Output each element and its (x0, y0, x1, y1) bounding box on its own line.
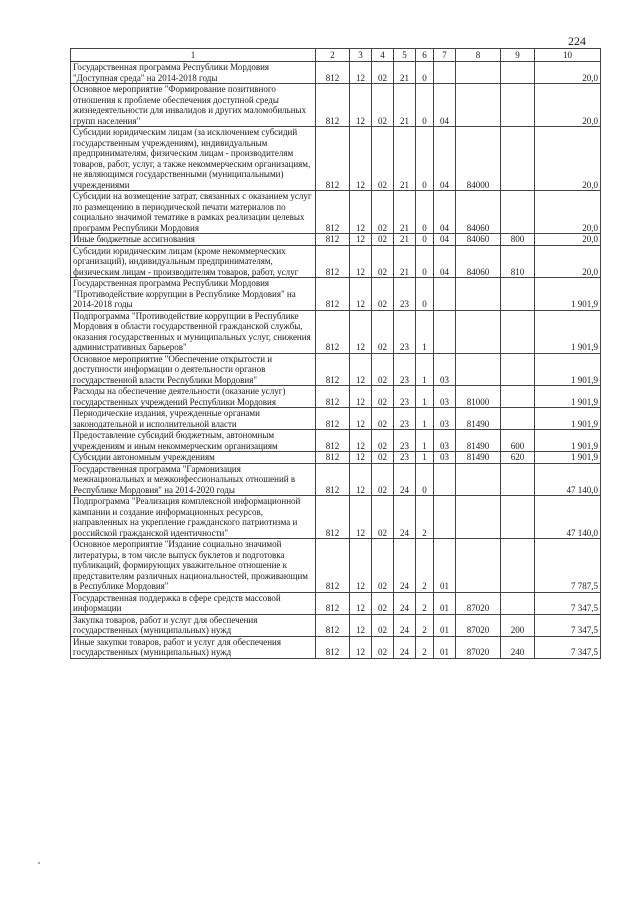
section-code-cell: 12 (350, 234, 372, 246)
activity-code-cell: 03 (434, 430, 456, 452)
type-code-cell (501, 278, 535, 311)
amount-cell: 20,0 (535, 191, 601, 234)
amount-cell: 20,0 (535, 245, 601, 278)
activity-code-cell: 03 (434, 386, 456, 408)
item-name-cell: Расходы на обеспечение деятельности (оказание услуг) государственных учреждений Республики Мордовия (71, 386, 316, 408)
amount-cell: 1 901,9 (535, 353, 601, 386)
activity-code-cell: 04 (434, 234, 456, 246)
subprogram-code-cell: 2 (416, 496, 434, 539)
type-code-cell (501, 539, 535, 593)
section-code-cell: 12 (350, 386, 372, 408)
table-row (71, 636, 601, 658)
ministry-code-cell: 812 (316, 310, 350, 353)
amount-cell: 1 901,9 (535, 430, 601, 452)
expense-code-cell: 81000 (456, 386, 501, 408)
table-row (71, 614, 601, 636)
expense-code-cell: 87020 (456, 614, 501, 636)
subprogram-code-cell: 0 (416, 245, 434, 278)
subprogram-code-cell: 2 (416, 614, 434, 636)
column-header: 9 (501, 49, 535, 62)
ministry-code-cell: 812 (316, 592, 350, 614)
program-code-cell: 23 (394, 386, 416, 408)
amount-cell: 1 901,9 (535, 278, 601, 311)
table-row (71, 84, 601, 127)
subsection-code-cell: 02 (372, 278, 394, 311)
subsection-code-cell: 02 (372, 245, 394, 278)
type-code-cell: 200 (501, 614, 535, 636)
expense-code-cell: 84060 (456, 234, 501, 246)
amount-cell: 1 901,9 (535, 452, 601, 464)
item-name-cell: Субсидии юридическим лицам (за исключением субсидий государственным учреждениям), индивидуальным предпринимателям, физическим лицам - производителям товаров, работ, услуг, а также некоммерческим организациям, не являющимся государственными (муниципальными) учреждениями (71, 127, 316, 191)
activity-code-cell: 04 (434, 245, 456, 278)
subprogram-code-cell: 1 (416, 353, 434, 386)
program-code-cell: 21 (394, 127, 416, 191)
subsection-code-cell: 02 (372, 191, 394, 234)
ministry-code-cell: 812 (316, 62, 350, 84)
subsection-code-cell: 02 (372, 127, 394, 191)
budget-table (70, 48, 601, 659)
program-code-cell: 21 (394, 191, 416, 234)
section-code-cell: 12 (350, 191, 372, 234)
amount-cell: 20,0 (535, 127, 601, 191)
expense-code-cell (456, 62, 501, 84)
subsection-code-cell: 02 (372, 310, 394, 353)
subprogram-code-cell: 0 (416, 463, 434, 496)
activity-code-cell: 03 (434, 452, 456, 464)
subsection-code-cell: 02 (372, 614, 394, 636)
type-code-cell (501, 496, 535, 539)
ministry-code-cell: 812 (316, 278, 350, 311)
expense-code-cell (456, 278, 501, 311)
column-header: 8 (456, 49, 501, 62)
amount-cell: 20,0 (535, 84, 601, 127)
item-name-cell: Подпрограмма "Реализация комплексной информационной кампании и создание информационных ресурсов, направленных на укрепление гражданского патриотизма и российской гражданской идентичности" (71, 496, 316, 539)
subsection-code-cell: 02 (372, 353, 394, 386)
program-code-cell: 21 (394, 245, 416, 278)
type-code-cell (501, 127, 535, 191)
item-name-cell: Периодические издания, учрежденные органами законодательной и исполнительной власти (71, 408, 316, 430)
table-row (71, 592, 601, 614)
expense-code-cell (456, 496, 501, 539)
subprogram-code-cell: 1 (416, 452, 434, 464)
item-name-cell: Иные закупки товаров, работ и услуг для обеспечения государственных (муниципальных) нужд (71, 636, 316, 658)
type-code-cell (501, 353, 535, 386)
type-code-cell (501, 463, 535, 496)
table-row (71, 245, 601, 278)
expense-code-cell (456, 463, 501, 496)
type-code-cell (501, 592, 535, 614)
table-row (71, 463, 601, 496)
subprogram-code-cell: 1 (416, 430, 434, 452)
amount-cell: 1 901,9 (535, 310, 601, 353)
ministry-code-cell: 812 (316, 408, 350, 430)
type-code-cell: 240 (501, 636, 535, 658)
column-header: 1 (71, 49, 316, 62)
activity-code-cell (434, 278, 456, 311)
section-code-cell: 12 (350, 353, 372, 386)
section-code-cell: 12 (350, 310, 372, 353)
subsection-code-cell: 02 (372, 592, 394, 614)
amount-cell: 47 140,0 (535, 463, 601, 496)
amount-cell: 1 901,9 (535, 386, 601, 408)
item-name-cell: Основное мероприятие "Обеспечение открытости и доступности информации о деятельности органов государственной власти Республики Мордовия" (71, 353, 316, 386)
item-name-cell: Государственная поддержка в сфере средств массовой информации (71, 592, 316, 614)
program-code-cell: 23 (394, 452, 416, 464)
item-name-cell: Предоставление субсидий бюджетным, автономным учреждениям и иным некоммерческим организациям (71, 430, 316, 452)
ministry-code-cell: 812 (316, 452, 350, 464)
section-code-cell: 12 (350, 614, 372, 636)
program-code-cell: 24 (394, 496, 416, 539)
item-name-cell: Основное мероприятие "Формирование позитивного отношения к проблеме обеспечения доступной среды жизнедеятельности для инвалидов и других маломобильных групп населения" (71, 84, 316, 127)
program-code-cell: 24 (394, 636, 416, 658)
activity-code-cell: 01 (434, 614, 456, 636)
subsection-code-cell: 02 (372, 408, 394, 430)
type-code-cell: 600 (501, 430, 535, 452)
activity-code-cell (434, 62, 456, 84)
item-name-cell: Основное мероприятие "Издание социально значимой литературы, в том числе выпуск буклетов и подготовка публикаций, формирующих уважительное отношение к представителям различных национальностей, проживающим в Республике Мордовия" (71, 539, 316, 593)
section-code-cell: 12 (350, 463, 372, 496)
type-code-cell (501, 62, 535, 84)
ministry-code-cell: 812 (316, 234, 350, 246)
section-code-cell: 12 (350, 592, 372, 614)
header-row (71, 49, 601, 62)
section-code-cell: 12 (350, 245, 372, 278)
activity-code-cell (434, 496, 456, 539)
ministry-code-cell: 812 (316, 353, 350, 386)
activity-code-cell: 04 (434, 84, 456, 127)
section-code-cell: 12 (350, 127, 372, 191)
program-code-cell: 21 (394, 84, 416, 127)
section-code-cell: 12 (350, 62, 372, 84)
subprogram-code-cell: 0 (416, 84, 434, 127)
table-row (71, 408, 601, 430)
ministry-code-cell: 812 (316, 430, 350, 452)
page-number: 224 (568, 34, 586, 48)
subsection-code-cell: 02 (372, 496, 394, 539)
amount-cell: 47 140,0 (535, 496, 601, 539)
program-code-cell: 24 (394, 592, 416, 614)
subprogram-code-cell: 2 (416, 592, 434, 614)
subprogram-code-cell: 0 (416, 127, 434, 191)
ministry-code-cell: 812 (316, 614, 350, 636)
ministry-code-cell: 812 (316, 245, 350, 278)
section-code-cell: 12 (350, 84, 372, 127)
section-code-cell: 12 (350, 636, 372, 658)
subsection-code-cell: 02 (372, 62, 394, 84)
subsection-code-cell: 02 (372, 636, 394, 658)
table-row (71, 496, 601, 539)
table-row (71, 353, 601, 386)
activity-code-cell: 01 (434, 539, 456, 593)
expense-code-cell: 84060 (456, 245, 501, 278)
section-code-cell: 12 (350, 278, 372, 311)
section-code-cell: 12 (350, 408, 372, 430)
subsection-code-cell: 02 (372, 386, 394, 408)
table-row (71, 310, 601, 353)
column-header: 3 (350, 49, 372, 62)
amount-cell: 7 347,5 (535, 636, 601, 658)
program-code-cell: 24 (394, 539, 416, 593)
subprogram-code-cell: 1 (416, 408, 434, 430)
type-code-cell: 620 (501, 452, 535, 464)
column-header: 6 (416, 49, 434, 62)
subprogram-code-cell: 0 (416, 62, 434, 84)
program-code-cell: 23 (394, 430, 416, 452)
item-name-cell: Закупка товаров, работ и услуг для обеспечения государственных (муниципальных) нужд (71, 614, 316, 636)
program-code-cell: 23 (394, 310, 416, 353)
activity-code-cell: 01 (434, 636, 456, 658)
expense-code-cell: 84000 (456, 127, 501, 191)
section-code-cell: 12 (350, 452, 372, 464)
amount-cell: 7 347,5 (535, 592, 601, 614)
ministry-code-cell: 812 (316, 636, 350, 658)
program-code-cell: 24 (394, 463, 416, 496)
item-name-cell: Субсидии автономным учреждениям (71, 452, 316, 464)
scan-mark (38, 862, 40, 864)
table-row (71, 62, 601, 84)
table-row (71, 234, 601, 246)
expense-code-cell: 87020 (456, 592, 501, 614)
item-name-cell: Подпрограмма "Противодействие коррупции в Республике Мордовия в области государственной гражданской службы, оказания государственных и муниципальных услуг, снижения административных барьеров" (71, 310, 316, 353)
subprogram-code-cell: 2 (416, 636, 434, 658)
subsection-code-cell: 02 (372, 452, 394, 464)
item-name-cell: Субсидии на возмещение затрат, связанных с оказанием услуг по размещению в периодической печати материалов по социально значимой тематике в рамках реализации целевых программ Республики Мордовия (71, 191, 316, 234)
ministry-code-cell: 812 (316, 84, 350, 127)
type-code-cell: 810 (501, 245, 535, 278)
program-code-cell: 24 (394, 614, 416, 636)
expense-code-cell (456, 353, 501, 386)
type-code-cell (501, 408, 535, 430)
subprogram-code-cell: 0 (416, 191, 434, 234)
section-code-cell: 12 (350, 539, 372, 593)
subprogram-code-cell: 0 (416, 278, 434, 311)
table-row (71, 452, 601, 464)
expense-code-cell (456, 310, 501, 353)
program-code-cell: 21 (394, 234, 416, 246)
expense-code-cell: 81490 (456, 452, 501, 464)
ministry-code-cell: 812 (316, 191, 350, 234)
expense-code-cell: 81490 (456, 408, 501, 430)
table-row (71, 430, 601, 452)
table-body (71, 62, 601, 659)
subprogram-code-cell: 1 (416, 310, 434, 353)
expense-code-cell (456, 84, 501, 127)
activity-code-cell: 04 (434, 191, 456, 234)
table-row (71, 539, 601, 593)
activity-code-cell: 03 (434, 408, 456, 430)
amount-cell: 1 901,9 (535, 408, 601, 430)
section-code-cell: 12 (350, 496, 372, 539)
type-code-cell (501, 84, 535, 127)
table-row (71, 127, 601, 191)
type-code-cell (501, 191, 535, 234)
subprogram-code-cell: 0 (416, 234, 434, 246)
column-header: 2 (316, 49, 350, 62)
item-name-cell: Иные бюджетные ассигнования (71, 234, 316, 246)
ministry-code-cell: 812 (316, 127, 350, 191)
section-code-cell: 12 (350, 430, 372, 452)
type-code-cell: 800 (501, 234, 535, 246)
amount-cell: 7 347,5 (535, 614, 601, 636)
amount-cell: 20,0 (535, 234, 601, 246)
amount-cell: 20,0 (535, 62, 601, 84)
expense-code-cell: 84060 (456, 191, 501, 234)
amount-cell: 7 787,5 (535, 539, 601, 593)
item-name-cell: Субсидии юридическим лицам (кроме некоммерческих организаций), индивидуальным предпринимателям, физическим лицам - производителям товаров, работ, услуг (71, 245, 316, 278)
subprogram-code-cell: 2 (416, 539, 434, 593)
item-name-cell: Государственная программа Республики Мордовия "Противодействие коррупции в Республике Мордовия" на 2014-2018 годы (71, 278, 316, 311)
ministry-code-cell: 812 (316, 496, 350, 539)
program-code-cell: 23 (394, 408, 416, 430)
ministry-code-cell: 812 (316, 539, 350, 593)
expense-code-cell: 81490 (456, 430, 501, 452)
expense-code-cell (456, 539, 501, 593)
activity-code-cell: 01 (434, 592, 456, 614)
activity-code-cell: 04 (434, 127, 456, 191)
table-row (71, 386, 601, 408)
column-header: 10 (535, 49, 601, 62)
expense-code-cell: 87020 (456, 636, 501, 658)
column-header: 4 (372, 49, 394, 62)
program-code-cell: 23 (394, 278, 416, 311)
activity-code-cell (434, 310, 456, 353)
ministry-code-cell: 812 (316, 386, 350, 408)
item-name-cell: Государственная программа "Гармонизация межнациональных и межконфессиональных отношений в Республике Мордовия" на 2014-2020 годы (71, 463, 316, 496)
subsection-code-cell: 02 (372, 539, 394, 593)
type-code-cell (501, 386, 535, 408)
column-header: 7 (434, 49, 456, 62)
column-header: 5 (394, 49, 416, 62)
program-code-cell: 21 (394, 62, 416, 84)
ministry-code-cell: 812 (316, 463, 350, 496)
subsection-code-cell: 02 (372, 430, 394, 452)
program-code-cell: 23 (394, 353, 416, 386)
item-name-cell: Государственная программа Республики Мордовия "Доступная среда" на 2014-2018 годы (71, 62, 316, 84)
type-code-cell (501, 310, 535, 353)
subsection-code-cell: 02 (372, 84, 394, 127)
subsection-code-cell: 02 (372, 463, 394, 496)
table-row (71, 278, 601, 311)
activity-code-cell (434, 463, 456, 496)
subprogram-code-cell: 1 (416, 386, 434, 408)
table-row (71, 191, 601, 234)
activity-code-cell: 03 (434, 353, 456, 386)
subsection-code-cell: 02 (372, 234, 394, 246)
